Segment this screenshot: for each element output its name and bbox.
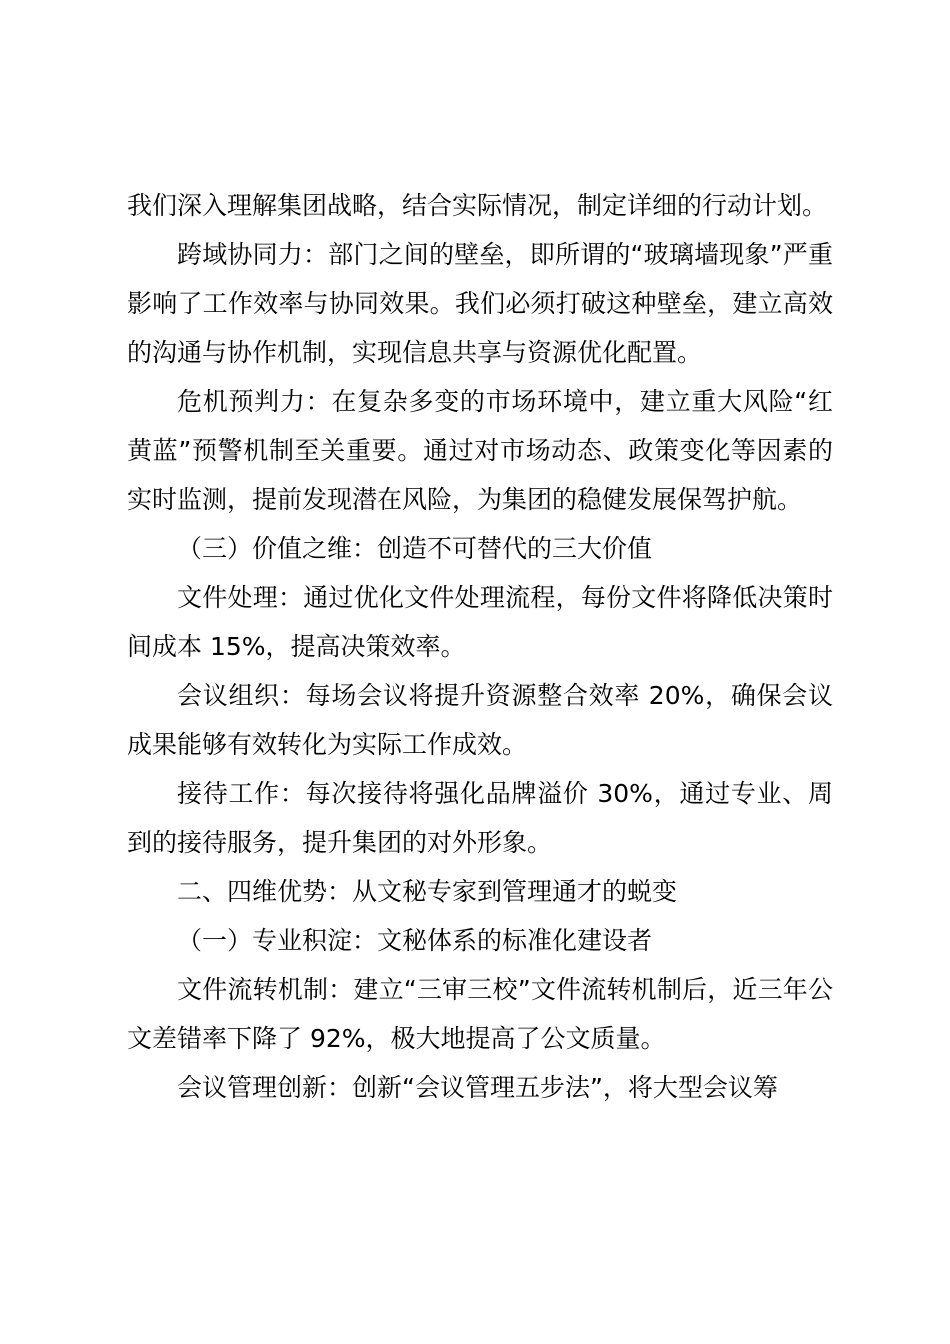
section-heading-professional-accumulation: （一）专业积淀：文秘体系的标准化建设者 [177,926,653,955]
paragraph-continuation: 我们深入理解集团战略，结合实际情况，制定详细的行动计划。 [127,191,828,220]
paragraph-cross-domain-collaboration: 跨域协同力：部门之间的壁垒，即所谓的“玻璃墙现象”严重影响了工作效率与协同效果。我们必须打破这种壁垒，建立高效的沟通与协作机制，实现信息共享与资源优化配置。 [127,240,833,367]
paragraph-crisis-prediction: 危机预判力：在复杂多变的市场环境中，建立重大风险“红黄蓝”预警机制至关重要。通过对市场动态、政策变化等因素的实时监测，提前发现潜在风险，为集团的稳健发展保驾护航。 [127,387,833,514]
paragraph-reception-work: 接待工作：每次接待将强化品牌溢价 30%，通过专业、周到的接待服务，提升集团的对外形象。 [127,779,833,857]
section-heading-four-dimensional-advantages: 二、四维优势：从文秘专家到管理通才的蜕变 [177,877,678,906]
paragraph-document-processing: 文件处理：通过优化文件处理流程，每份文件将降低决策时间成本 15%，提高决策效率。 [127,583,833,661]
paragraph-meeting-organization: 会议组织：每场会议将提升资源整合效率 20%，确保会议成果能够有效转化为实际工作成效。 [127,681,833,759]
section-heading-value-dimension: （三）价值之维：创造不可替代的三大价值 [177,534,653,563]
paragraph-meeting-management-innovation: 会议管理创新：创新“会议管理五步法”，将大型会议筹 [177,1073,778,1102]
document-body [127,181,833,1112]
paragraph-document-flow-mechanism: 文件流转机制：建立“三审三校”文件流转机制后，近三年公文差错率下降了 92%，极大地提高了公文质量。 [127,975,833,1053]
